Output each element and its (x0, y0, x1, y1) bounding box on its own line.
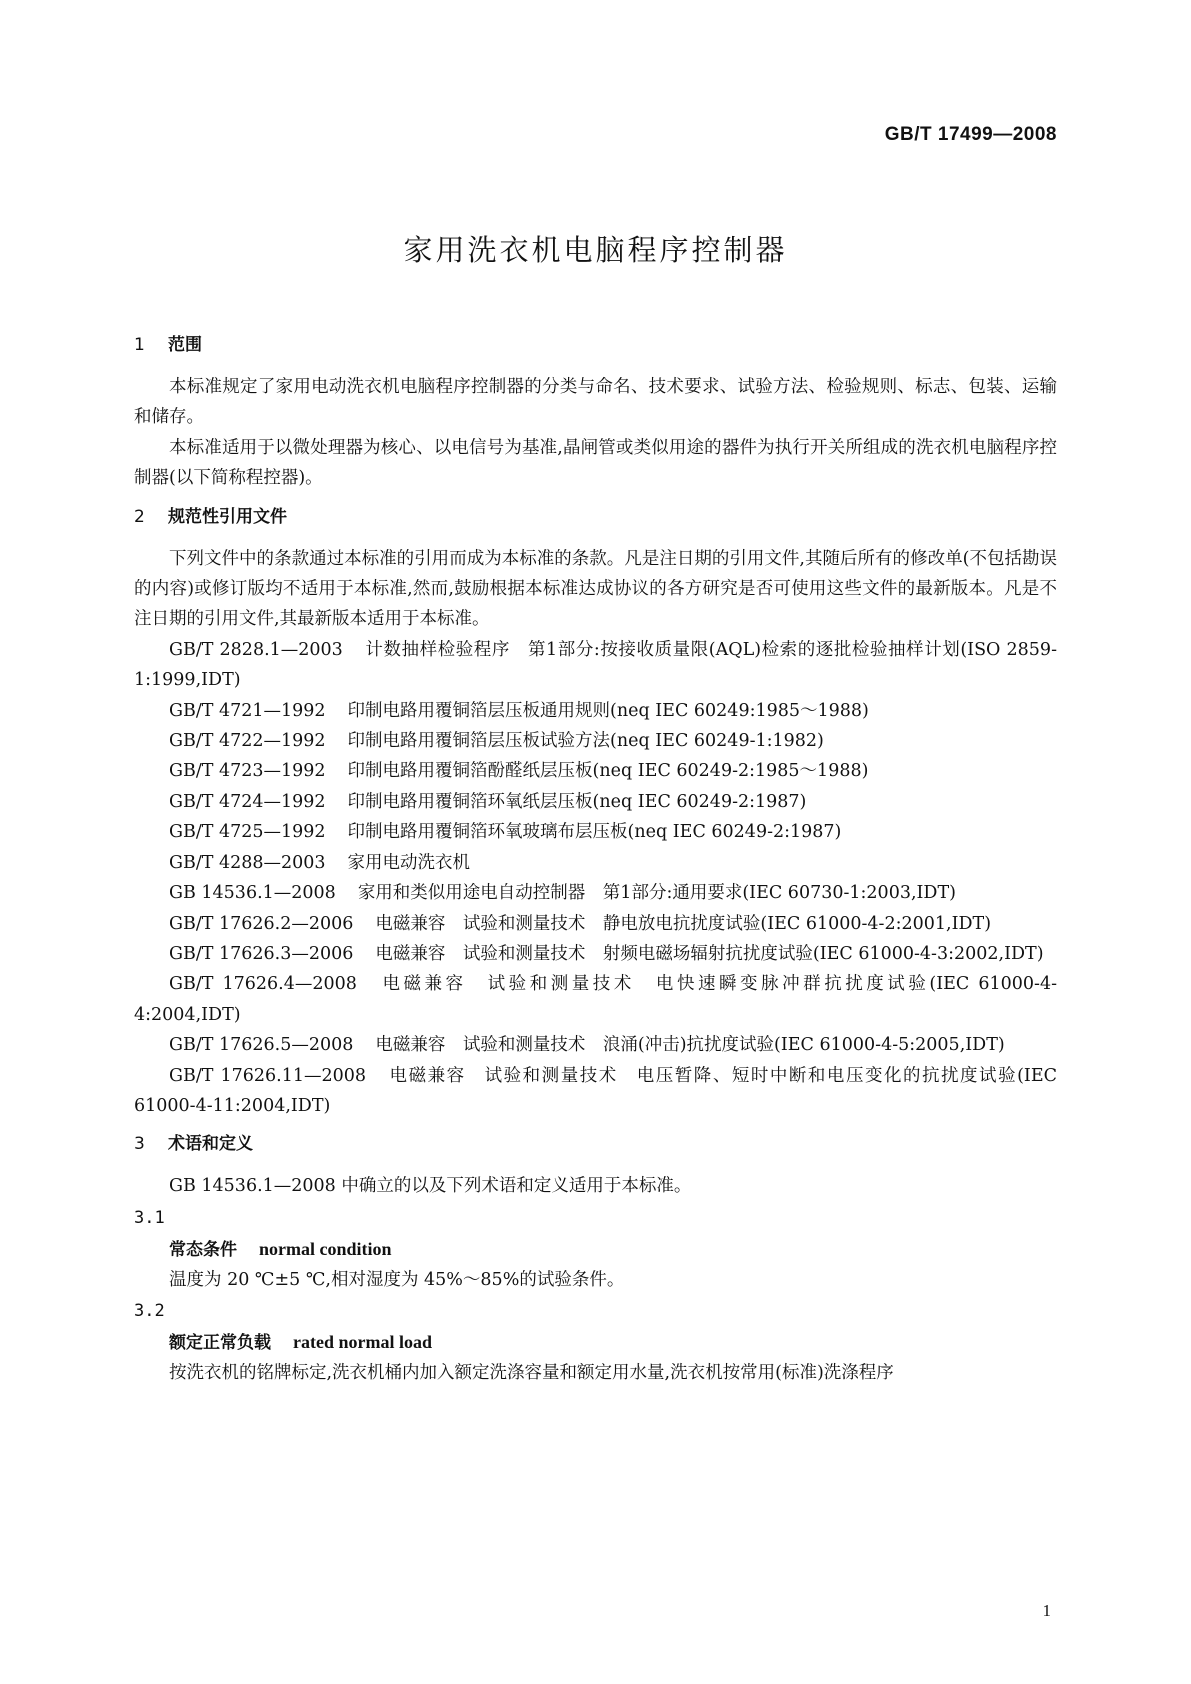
reference-code: GB/T 17626.11—2008 (169, 1065, 367, 1086)
reference-title: 计数抽样检验程序 第1部分:按接收质量限(AQL)检索的逐批检验抽样计划(ISO 2859-1:1999,IDT) (134, 639, 1057, 691)
section-2-heading (134, 502, 1057, 532)
reference-entry (134, 909, 1057, 939)
section-1-heading (134, 330, 1057, 360)
reference-title: 家用和类似用途电自动控制器 第1部分:通用要求(IEC 60730-1:2003,IDT) (357, 883, 956, 904)
reference-entry (134, 817, 1057, 847)
document-title: 家用洗衣机电脑程序控制器 (403, 233, 788, 267)
reference-code: GB/T 17626.5—2008 (169, 1035, 354, 1056)
paragraph: 本标准适用于以微处理器为核心、以电信号为基准,晶闸管或类似用途的器件为执行开关所组成的洗衣机电脑程序控制器(以下简称程控器)。 (134, 437, 1057, 489)
term-english: rated normal load (293, 1332, 432, 1353)
reference-code: GB/T 17626.4—2008 (169, 974, 357, 995)
term-chinese: 额定正常负载 (169, 1333, 271, 1354)
reference-title: 印制电路用覆铜箔环氧玻璃布层压板(neq IEC 60249-2:1987) (347, 822, 842, 843)
term-chinese: 常态条件 (169, 1239, 237, 1260)
reference-code: GB/T 17626.2—2006 (169, 913, 354, 934)
reference-title: 印制电路用覆铜箔层压板通用规则(neq IEC 60249:1985～1988) (347, 700, 869, 721)
section-number: 2 (134, 506, 145, 527)
reference-title: 电磁兼容 试验和测量技术 射频电磁场辐射抗扰度试验(IEC 61000-4-3:2002,IDT) (375, 943, 1044, 964)
reference-title: 印制电路用覆铜箔环氧纸层压板(neq IEC 60249-2:1987) (347, 791, 807, 812)
reference-entry (134, 756, 1057, 786)
standard-code: GB/T 17499—2008 (884, 124, 1057, 145)
reference-entry (134, 939, 1057, 969)
reference-entry (134, 635, 1057, 696)
reference-code: GB/T 4722—1992 (169, 731, 326, 752)
clause-number: 3.2 (134, 1301, 165, 1322)
term-definition: 按洗衣机的铭牌标定,洗衣机桶内加入额定洗涤容量和额定用水量,洗衣机按常用(标准)洗涤程序 (169, 1363, 894, 1384)
reference-entry (134, 1061, 1057, 1122)
term-entry (169, 1234, 1057, 1265)
term-entry (169, 1327, 1057, 1358)
reference-entry (134, 878, 1057, 908)
reference-title: 电磁兼容 试验和测量技术 浪涌(冲击)抗扰度试验(IEC 61000-4-5:2005,IDT) (375, 1035, 1005, 1056)
reference-entry (134, 787, 1057, 817)
reference-entry (134, 848, 1057, 878)
reference-code: GB 14536.1—2008 (169, 883, 336, 904)
paragraph: GB 14536.1—2008 中确立的以及下列术语和定义适用于本标准。 (169, 1176, 692, 1197)
section-number: 3 (134, 1134, 145, 1155)
reference-title: 印制电路用覆铜箔酚醛纸层压板(neq IEC 60249-2:1985～1988) (347, 761, 869, 782)
reference-title: 家用电动洗衣机 (347, 852, 471, 873)
reference-entry (134, 969, 1057, 1030)
section-title: 规范性引用文件 (168, 506, 287, 527)
reference-entry (134, 696, 1057, 726)
reference-title: 印制电路用覆铜箔层压板试验方法(neq IEC 60249-1:1982) (347, 731, 824, 752)
section-title: 术语和定义 (168, 1134, 253, 1155)
reference-entry (134, 1030, 1057, 1060)
paragraph: 下列文件中的条款通过本标准的引用而成为本标准的条款。凡是注日期的引用文件,其随后所有的修改单(不包括勘误的内容)或修订版均不适用于本标准,然而,鼓励根据本标准达成协议的各方研究是否可使用这些文件的最新版本。凡是不注日期的引用文件,其最新版本适用于本标准。 (134, 548, 1057, 630)
reference-code: GB/T 4723—1992 (169, 761, 326, 782)
section-title: 范围 (168, 335, 202, 355)
clause-number: 3.1 (134, 1207, 165, 1228)
term-english: normal condition (259, 1238, 392, 1259)
paragraph: 本标准规定了家用电动洗衣机电脑程序控制器的分类与命名、技术要求、试验方法、检验规则、标志、包装、运输和储存。 (134, 377, 1057, 428)
reference-code: GB/T 4288—2003 (169, 852, 326, 873)
reference-code: GB/T 4725—1992 (169, 822, 326, 843)
reference-title: 电磁兼容 试验和测量技术 电压暂降、短时中断和电压变化的抗扰度试验(IEC 61000-4-11:2004,IDT) (134, 1065, 1057, 1116)
document-body (134, 330, 1057, 1389)
reference-entry (134, 726, 1057, 756)
reference-title: 电磁兼容 试验和测量技术 电快速瞬变脉冲群抗扰度试验(IEC 61000-4-4:2004,IDT) (134, 974, 1057, 1025)
reference-code: GB/T 4721—1992 (169, 700, 326, 721)
reference-code: GB/T 4724—1992 (169, 791, 326, 812)
page-number: 1 (1042, 1601, 1051, 1620)
reference-code: GB/T 2828.1—2003 (169, 639, 343, 660)
term-definition: 温度为 20 ℃±5 ℃,相对湿度为 45%～85%的试验条件。 (169, 1269, 625, 1290)
reference-title: 电磁兼容 试验和测量技术 静电放电抗扰度试验(IEC 61000-4-2:2001,IDT) (375, 913, 992, 934)
section-3-heading (134, 1129, 1057, 1159)
reference-code: GB/T 17626.3—2006 (169, 943, 354, 964)
section-number: 1 (134, 335, 145, 355)
